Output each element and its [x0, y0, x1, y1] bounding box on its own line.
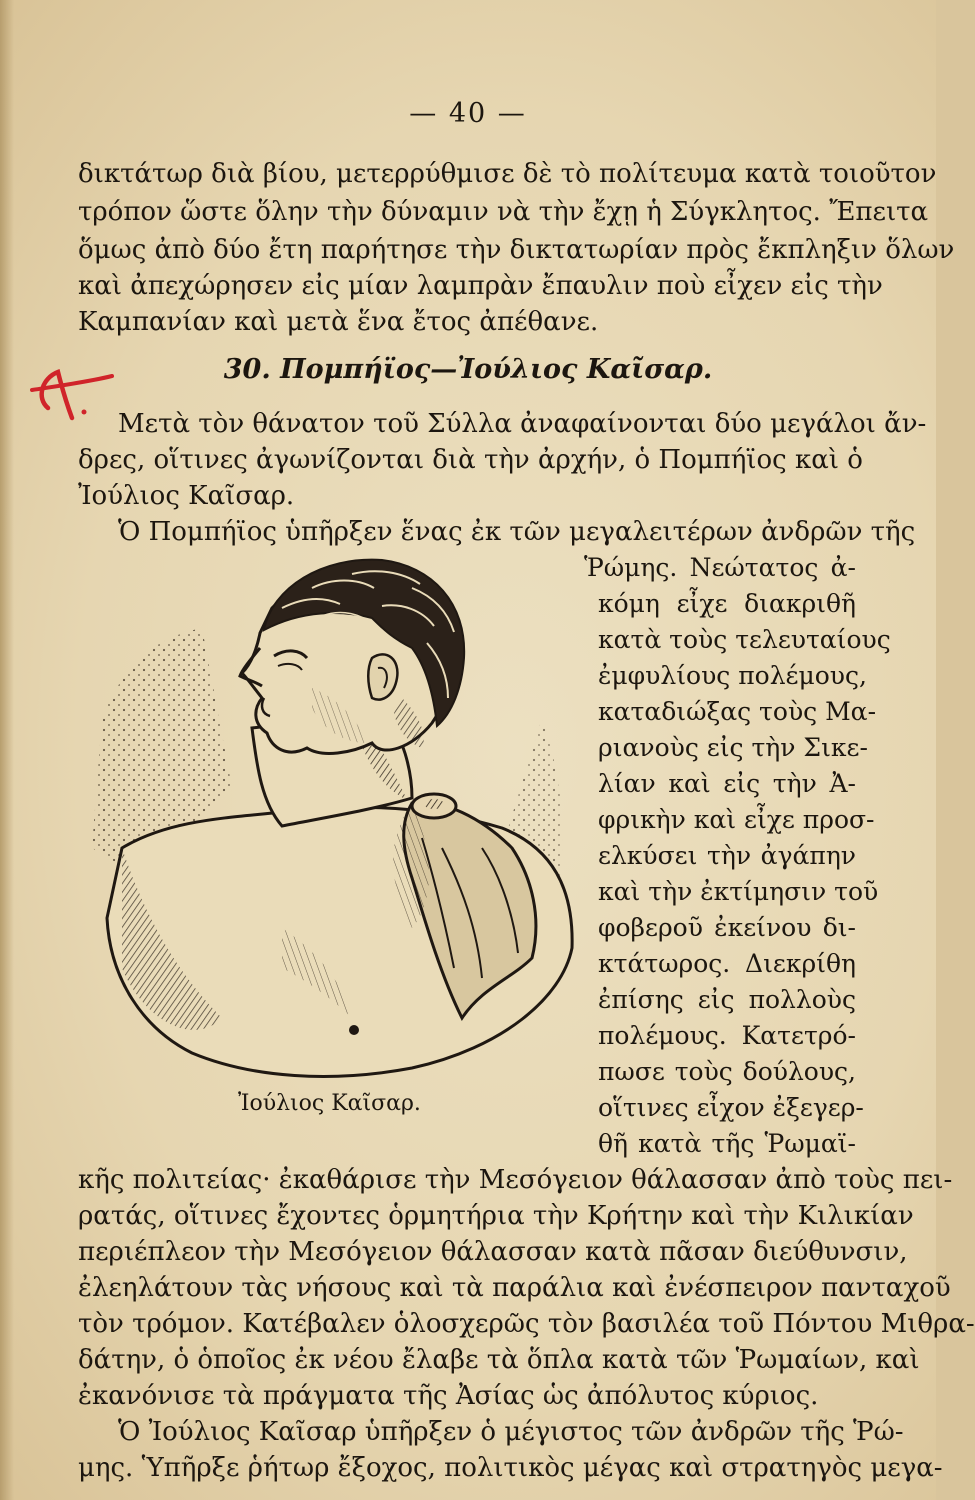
side-text-line: φρικὴν καὶ εἶχε προσ-: [598, 805, 875, 834]
text-line: δάτην, ὁ ὁποῖος ἐκ νέου ἔλαβε τὰ ὅπλα κατὰ τῶν Ῥωμαίων, καὶ: [78, 1345, 920, 1375]
side-text-line: λίαν καὶ εἰς τὴν Ἀ-: [598, 769, 856, 798]
side-text-line: ελκύσει τὴν ἀγάπην: [598, 841, 856, 870]
side-text-line: πωσε τοὺς δούλους,: [598, 1057, 856, 1086]
text-line: καὶ ἀπεχώρησεν εἰς μίαν λαμπρὰν ἔπαυλιν ποὺ εἶχεν εἰς τὴν: [78, 271, 883, 301]
text-line: Καμπανίαν καὶ μετὰ ἕνα ἔτος ἀπέθανε.: [78, 307, 599, 337]
side-text-line: πολέμους. Κατετρό-: [598, 1021, 856, 1050]
side-text-line: κόμη εἶχε διακριθῆ: [598, 589, 856, 618]
text-line: τρόπον ὥστε ὅλην τὴν δύναμιν νὰ τὴν ἔχῃ ἡ Σύγκλητος. Ἔπειτα: [78, 197, 929, 227]
text-line: ρατάς, οἵτινες ἔχοντες ὁρμητήρια τὴν Κρήτην καὶ τὴν Κιλικίαν: [78, 1201, 914, 1231]
side-text-line: κτάτωρος. Διεκρίθη: [598, 949, 856, 978]
text-line: δικτάτωρ διὰ βίου, μετερρύθμισε δὲ τὸ πολίτευμα κατὰ τοιοῦτον: [78, 159, 937, 189]
text-line: περιέπλεον τὴν Μεσόγειον θάλασσαν κατὰ πᾶσαν διεύθυνσιν,: [78, 1237, 908, 1267]
text-line: Ὁ Πομπήϊος ὑπῆρξεν ἕνας ἐκ τῶν μεγαλειτέρων ἀνδρῶν τῆς: [118, 517, 916, 547]
text-line: Ἰούλιος Καῖσαρ.: [78, 481, 295, 511]
julius-caesar-bust-engraving: [82, 548, 582, 1093]
page-gutter-shadow: [0, 0, 14, 1500]
section-heading: 30. Πομπήϊος—Ἰούλιος Καῖσαρ.: [223, 354, 713, 385]
illustration-caption: Ἰούλιος Καῖσαρ.: [238, 1091, 421, 1116]
text-line: Μετὰ τὸν θάνατον τοῦ Σύλλα ἀναφαίνονται δύο μεγάλοι ἄν-: [118, 409, 927, 439]
side-text-line: φοβεροῦ ἐκείνου δι-: [598, 913, 856, 942]
side-text-line: θῆ κατὰ τῆς Ῥωμαϊ-: [598, 1129, 856, 1158]
side-text-line: ἐμφυλίους πολέμους,: [598, 661, 867, 690]
page-number: — 40 —: [409, 98, 527, 129]
text-line: ὅμως ἀπὸ δύο ἔτη παρήτησε τὴν δικτατωρίαν πρὸς ἔκπληξιν ὅλων: [78, 235, 955, 265]
text-line: τὸν τρόμον. Κατέβαλεν ὁλοσχερῶς τὸν βασιλέα τοῦ Πόντου Μιθρα-: [78, 1309, 975, 1339]
side-text-line: καταδιώξας τοὺς Μα-: [598, 697, 877, 726]
side-text-line: καὶ τὴν ἐκτίμησιν τοῦ: [598, 877, 879, 906]
side-text-line: οἵτινες εἶχον ἐξεγερ-: [598, 1093, 864, 1122]
text-line: κῆς πολιτείας· ἐκαθάρισε τὴν Μεσόγειον θάλασσαν ἀπὸ τοὺς πει-: [78, 1165, 953, 1195]
side-text-line: Ῥώμης. Νεώτατος ἀ-: [584, 553, 856, 582]
text-line: ἐλεηλάτουν τὰς νήσους καὶ τὰ παράλια καὶ ἐνέσπειρον πανταχοῦ: [78, 1273, 951, 1303]
text-line: μης. Ὑπῆρξε ῥήτωρ ἔξοχος, πολιτικὸς μέγας καὶ στρατηγὸς μεγα-: [78, 1453, 943, 1483]
text-line: δρες, οἵτινες ἀγωνίζονται διὰ τὴν ἀρχήν, ὁ Πομπήϊος καὶ ὁ: [78, 445, 863, 475]
text-line: ἐκανόνισε τὰ πράγματα τῆς Ἀσίας ὡς ἀπόλυτος κύριος.: [78, 1381, 819, 1411]
side-text-line: ριανοὺς εἰς τὴν Σικε-: [598, 733, 868, 762]
side-text-line: κατὰ τοὺς τελευταίους: [598, 625, 891, 654]
text-line: Ὁ Ἰούλιος Καῖσαρ ὑπῆρξεν ὁ μέγιστος τῶν ἀνδρῶν τῆς Ῥώ-: [118, 1417, 904, 1447]
side-text-line: ἐπίσης εἰς πολλοὺς: [598, 985, 856, 1014]
